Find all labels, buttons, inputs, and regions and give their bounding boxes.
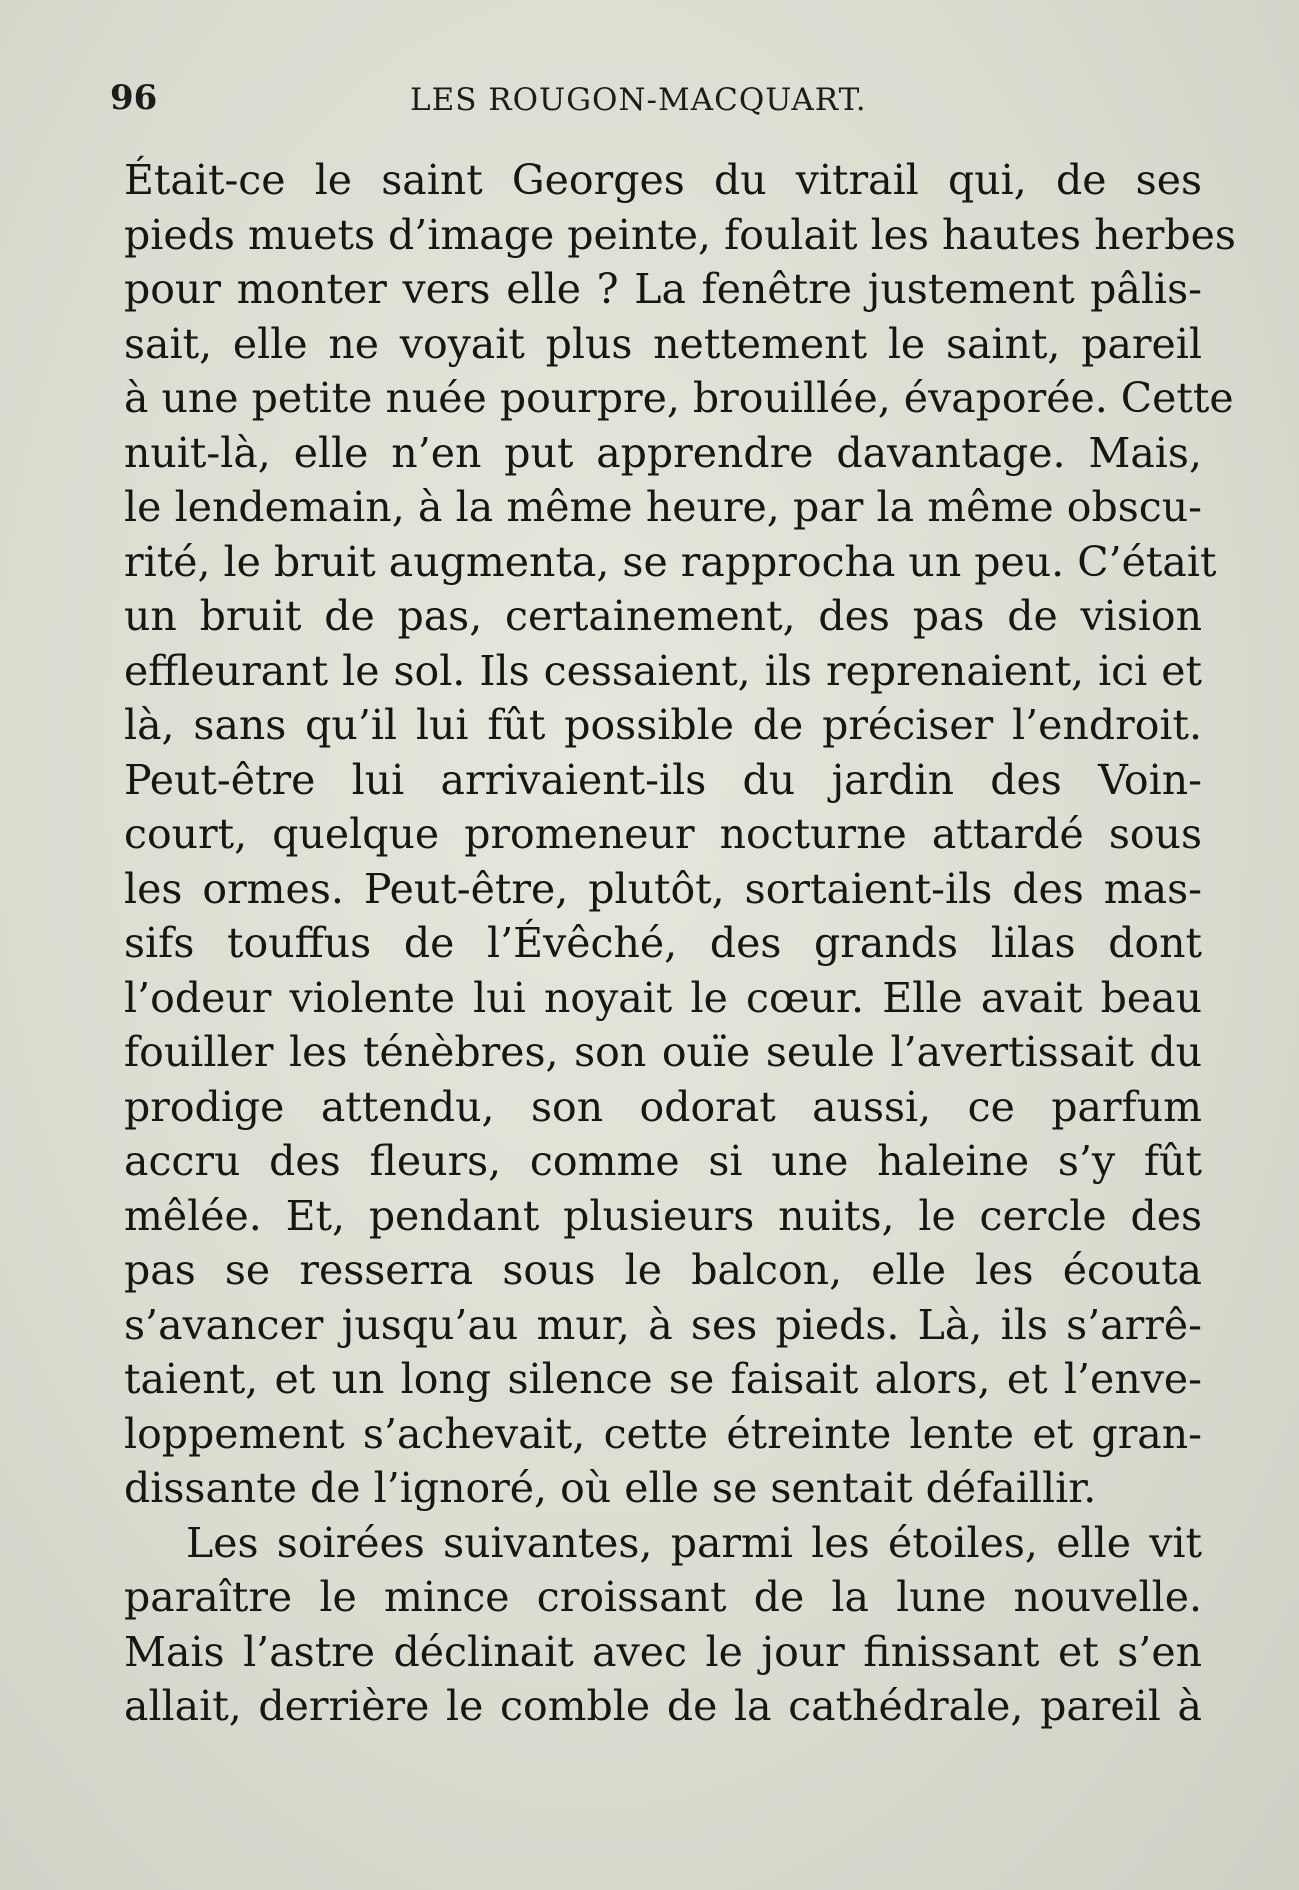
text-line: paraître le mince croissant de la lune nouvelle. bbox=[124, 1573, 1202, 1621]
text-line: rité, le bruit augmenta, se rapprocha un peu. C’était bbox=[124, 537, 1217, 586]
running-title: LES ROUGON-MACQUART. bbox=[410, 82, 867, 118]
body-text bbox=[124, 153, 1236, 1734]
text-line: l’odeur violente lui noyait le cœur. Elle avait beau bbox=[124, 973, 1202, 1022]
text-line: effleurant le sol. Ils cessaient, ils reprenaient, ici et bbox=[124, 646, 1202, 695]
text-line: un bruit de pas, certainement, des pas de vision bbox=[124, 592, 1202, 640]
text-line: pour monter vers elle ? La fenêtre justement pâlis- bbox=[124, 265, 1202, 313]
text-line: accru des fleurs, comme si une haleine s’y fût bbox=[124, 1137, 1202, 1185]
text-line: là, sans qu’il lui fût possible de préciser l’endroit. bbox=[124, 701, 1202, 749]
text-line: court, quelque promeneur nocturne attardé sous bbox=[124, 810, 1202, 858]
text-line: loppement s’achevait, cette étreinte lente et gran- bbox=[124, 1409, 1202, 1458]
text-line: Les soirées suivantes, parmi les étoiles, elle vit bbox=[186, 1518, 1202, 1567]
text-line: pieds muets d’image peinte, foulait les hautes herbes bbox=[124, 210, 1236, 259]
text-line: prodige attendu, son odorat aussi, ce parfum bbox=[124, 1082, 1202, 1131]
text-line: pas se resserra sous le balcon, elle les écouta bbox=[124, 1246, 1202, 1294]
text-line: mêlée. Et, pendant plusieurs nuits, le cercle des bbox=[124, 1191, 1202, 1240]
text-line: sifs touffus de l’Évêché, des grands lilas dont bbox=[124, 919, 1202, 967]
text-line: les ormes. Peut-être, plutôt, sortaient-ils des mas- bbox=[124, 864, 1202, 913]
text-line: fouiller les ténèbres, son ouïe seule l’avertissait du bbox=[124, 1028, 1202, 1076]
page-number: 96 bbox=[110, 78, 158, 118]
text-line: Était-ce le saint Georges du vitrail qui, de ses bbox=[124, 156, 1202, 204]
text-line: s’avancer jusqu’au mur, à ses pieds. Là, ils s’arrê- bbox=[124, 1300, 1202, 1349]
text-line: le lendemain, à la même heure, par la même obscu- bbox=[124, 483, 1202, 531]
text-line: Peut-être lui arrivaient-ils du jardin des Voin- bbox=[124, 755, 1202, 804]
text-line: dissante de l’ignoré, où elle se sentait défaillir. bbox=[124, 1464, 1097, 1512]
page-header bbox=[110, 78, 1210, 128]
text-line: taient, et un long silence se faisait alors, et l’enve- bbox=[124, 1355, 1202, 1403]
text-line: allait, derrière le comble de la cathédrale, pareil à bbox=[124, 1682, 1202, 1730]
text-line: sait, elle ne voyait plus nettement le saint, pareil bbox=[124, 319, 1202, 368]
text-line: nuit-là, elle n’en put apprendre davantage. Mais, bbox=[124, 428, 1202, 477]
text-line: Mais l’astre déclinait avec le jour finissant et s’en bbox=[124, 1627, 1202, 1676]
text-line: à une petite nuée pourpre, brouillée, évaporée. Cette bbox=[124, 374, 1234, 422]
